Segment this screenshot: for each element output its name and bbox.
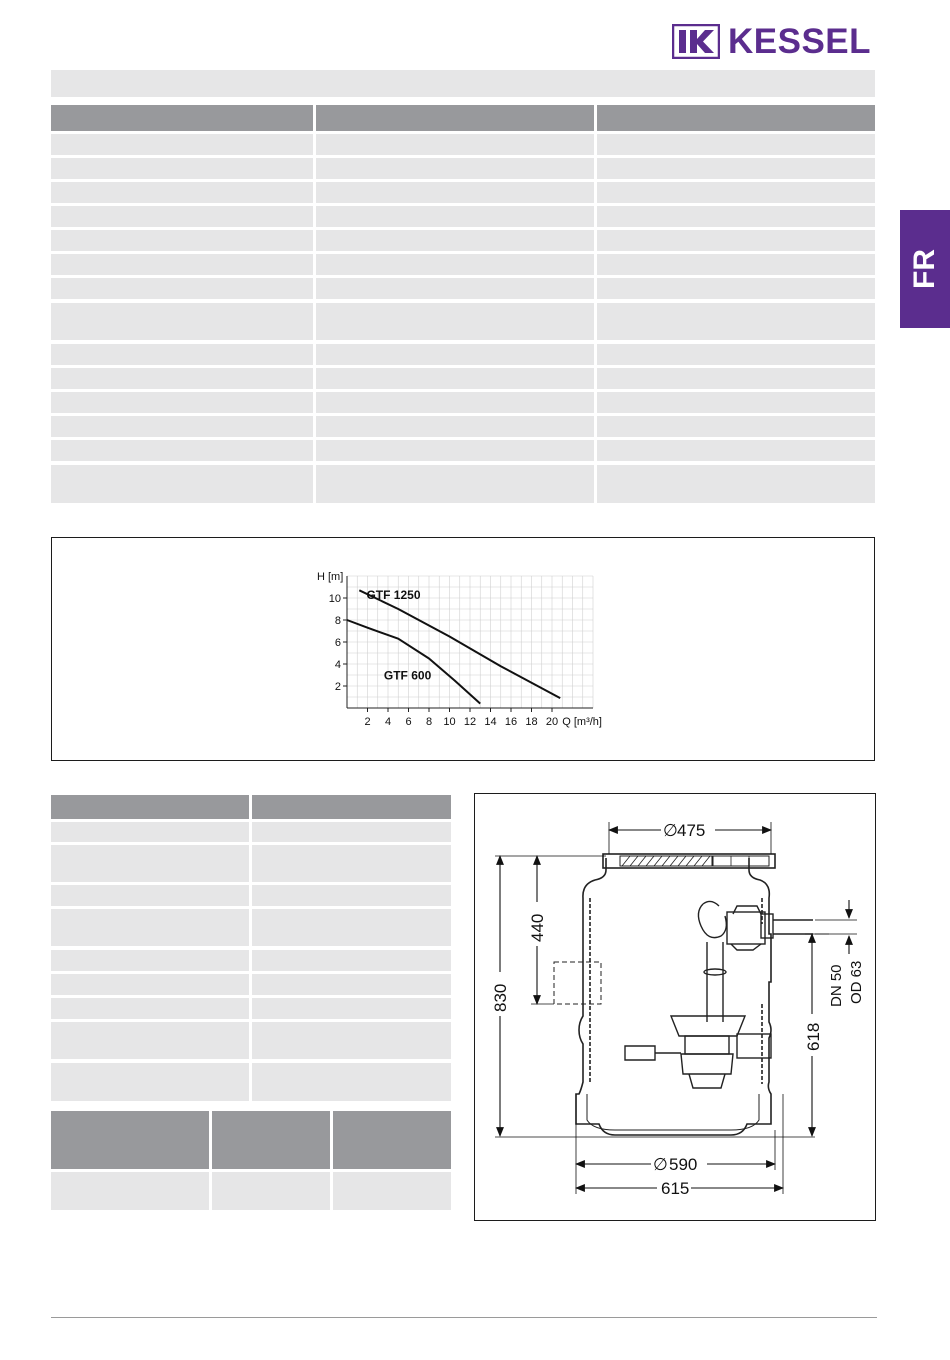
table-cell [252,974,451,995]
table-row [51,1063,451,1101]
order-table [51,1111,451,1210]
table-cell [333,1172,451,1210]
table-cell [597,182,875,203]
table-cell [316,440,594,461]
table-cell [51,392,313,413]
dim-base-width: 615 [661,1179,690,1198]
table-cell [597,344,875,365]
table-cell [51,950,249,971]
table-cell [597,303,875,340]
x-tick-label: 2 [364,716,371,728]
table-cell [51,974,249,995]
table-row [51,254,875,275]
table-cell [316,368,594,389]
tank-body [576,858,771,1135]
table-cell [597,134,875,155]
table-row [51,465,875,503]
table-cell [316,465,594,503]
table-cell [51,998,249,1019]
table-cell [316,303,594,340]
tank-drawing-panel [474,793,876,1221]
tank-drawing [475,794,875,1220]
pump-curve-panel [51,537,875,761]
table-row [51,278,875,299]
dimensions-table [51,795,451,1101]
x-tick-label: 20 [545,716,559,728]
footer-divider [51,1317,877,1318]
dim-top-diameter: 475 [677,821,706,840]
table-header-cell [51,795,249,819]
table-cell [597,392,875,413]
table-cell [597,465,875,503]
table-row [51,230,875,251]
table-row [51,909,451,946]
table-cell [51,885,249,906]
table-cell [252,845,451,882]
table-cell [51,158,313,179]
table-header-cell [316,105,594,131]
table-row [51,885,451,906]
table-cell [597,416,875,437]
language-tab[interactable] [900,210,950,328]
table-row [51,182,875,203]
table-cell [51,416,313,437]
table-cell [252,885,451,906]
y-tick-label: 4 [334,659,341,671]
table-row [51,1172,451,1210]
table-cell [51,465,313,503]
table-header-cell [212,1111,330,1169]
table-cell [316,392,594,413]
series-line [347,620,480,704]
y-tick-label: 2 [334,681,341,693]
table-header-row [51,1111,451,1169]
table-row [51,392,875,413]
outlet-pipe [773,920,813,934]
table-header-row [51,105,875,131]
x-tick-label: 4 [384,716,392,728]
language-tab-label: FR [908,249,941,289]
table-cell [51,344,313,365]
table-cell [597,158,875,179]
table-cell [597,254,875,275]
table-cell [316,344,594,365]
x-tick-label: 10 [443,716,456,728]
x-tick-label: 14 [484,716,497,728]
tank-lid [603,854,775,868]
table-cell [252,1022,451,1059]
y-tick-label: 8 [334,615,341,627]
table-cell [316,182,594,203]
table-row [51,845,451,882]
table-row [51,1022,451,1059]
series-label: GTF 600 [383,668,432,683]
table-cell [212,1172,330,1210]
pump-curve-chart [52,538,874,760]
table-row [51,134,875,155]
table-cell [51,368,313,389]
dim-diameter-symbol: ∅ [653,1155,668,1174]
series-label: GTF 1250 [366,588,421,603]
table-cell [252,822,451,842]
table-cell [316,278,594,299]
y-tick-label: 6 [334,637,341,649]
table-cell [51,440,313,461]
table-cell [316,416,594,437]
table-row [51,416,875,437]
table-cell [51,1063,249,1101]
table-cell [51,230,313,251]
table-row [51,158,875,179]
table-cell [252,998,451,1019]
table-cell [51,206,313,227]
table-header-cell [51,1111,209,1169]
y-tick-label: 10 [328,593,341,605]
kessel-logo-mark [672,24,720,59]
table-header-cell [51,105,313,131]
table-cell [597,368,875,389]
x-tick-label: 12 [463,716,477,728]
table-header-cell [333,1111,451,1169]
table-cell [51,909,249,946]
table-row [51,998,451,1019]
dim-outlet-dn: DN 50 [828,964,845,1007]
table-cell [51,303,313,340]
table-cell [51,1022,249,1059]
table-cell [316,206,594,227]
table-cell [252,1063,451,1101]
kessel-logo-text: KESSEL [728,22,872,61]
table-cell [316,134,594,155]
table-row [51,974,451,995]
table-cell [51,822,249,842]
dim-diameter-symbol: ∅ [663,821,678,840]
dim-height-total: 830 [491,983,510,1012]
x-axis-label: Q [m³/h] [562,716,602,728]
table-cell [252,950,451,971]
table-cell [51,278,313,299]
table-header-row [51,795,451,819]
table-cell [51,1172,209,1210]
table-row [51,368,875,389]
dim-base-diameter: 590 [669,1155,698,1174]
dimension-lines [495,822,857,1194]
table-row [51,344,875,365]
table-row [51,950,451,971]
x-tick-label: 18 [525,716,538,728]
spec-table [51,105,875,505]
inlet-outline [554,962,601,1004]
table-cell [316,254,594,275]
table-cell [597,206,875,227]
table-header-cell [252,795,451,819]
table-cell [51,254,313,275]
table-row [51,303,875,340]
table-cell [597,278,875,299]
table-cell [597,230,875,251]
section-title-band [51,70,875,97]
table-cell [316,158,594,179]
table-cell [51,845,249,882]
kessel-logo [672,24,877,60]
table-header-cell [597,105,875,131]
x-tick-label: 6 [405,716,412,728]
table-row [51,440,875,461]
table-row [51,206,875,227]
dim-outlet-height: 618 [804,1022,823,1051]
table-cell [51,134,313,155]
x-tick-label: 8 [425,716,433,728]
table-row [51,822,451,842]
table-cell [316,230,594,251]
table-cell [597,440,875,461]
dim-height-inlet: 440 [528,913,547,942]
pump-assembly [625,901,773,1088]
dim-outlet-od: OD 63 [848,960,865,1004]
x-tick-label: 16 [504,716,518,728]
table-cell [252,909,451,946]
table-cell [51,182,313,203]
y-axis-label: H [m] [317,571,344,583]
